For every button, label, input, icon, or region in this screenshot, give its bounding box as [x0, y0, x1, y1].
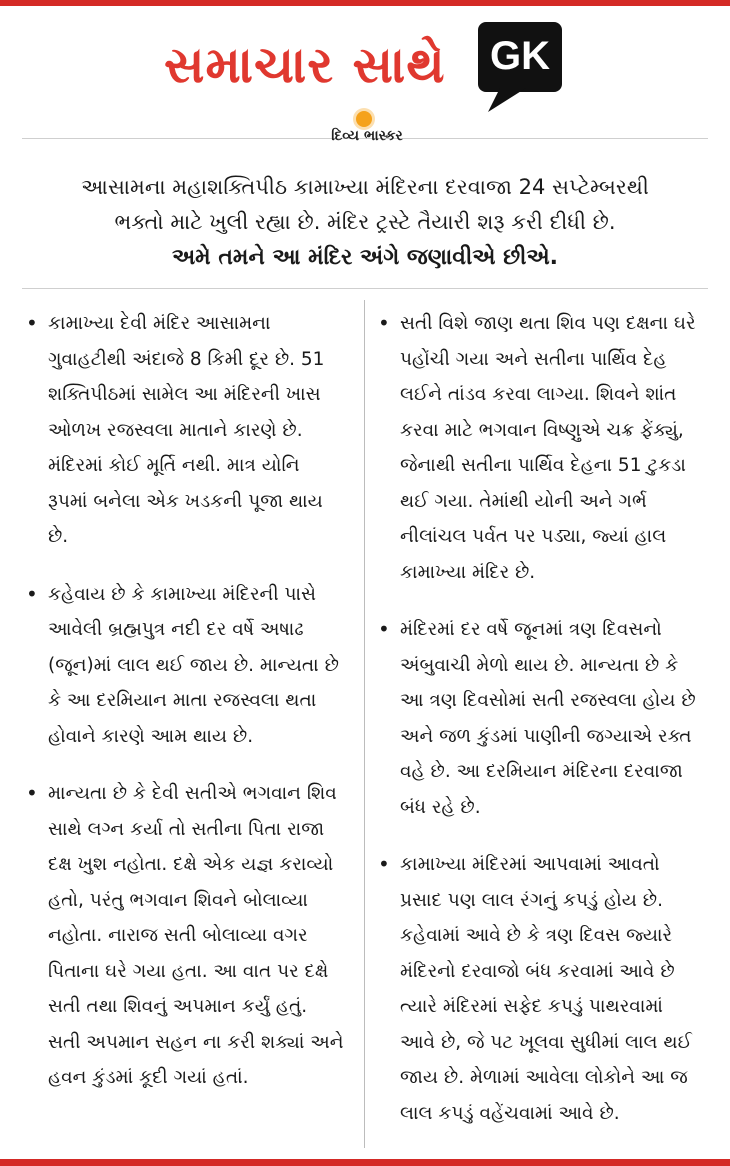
list-item — [376, 306, 696, 590]
intro-line-1: આસામના મહાશક્તિપીઠ કામાખ્યા મંદિરના દરવાજા 24 સપ્ટેમ્બરથી — [81, 175, 649, 199]
top-accent-bar — [0, 0, 730, 6]
gk-badge-label: GK — [490, 34, 550, 78]
list-item — [24, 306, 344, 555]
list-item — [376, 612, 696, 825]
bullet-icon: • — [26, 581, 38, 606]
intro-line-3: અમે તમને આ મંદિર અંગે જણાવીએ છીએ. — [171, 245, 559, 270]
list-item-text: સતી વિશે જાણ થતા શિવ પણ દક્ષના ઘરે પહોંચી ગયા અને સતીના પાર્થિવ દેહ લઈને તાંડવ કરવા લાગ્યા. શિવને શાંત કરવા માટે ભગવાન વિષ્ણુએ ચક્ર ફેંક્યું, જેનાથી સતીના પાર્થિવ દેહના 51 ટુકડા થઈ ગયા. તેમાંથી યોની અને ગર્ભ નીલાંચલ પર્વત પર પડ્યા, જ્યાં હાલ કામાખ્યા મંદિર છે. — [400, 313, 696, 583]
list-item-text: માન્યતા છે કે દેવી સતીએ ભગવાન શિવ સાથે લગ્ન કર્યા તો સતીના પિતા રાજા દક્ષ ખુશ નહોતા. દક્ષે એક યજ્ઞ કરાવ્યો હતો, પરંતુ ભગવાન શિવને બોલાવ્યા નહોતા. નારાજ સતી બોલાવ્યા વગર પિતાના ઘરે ગયા હતા. આ વાત પર દક્ષે સતી તથા શિવનું અપમાન કર્યું હતું. સતી અપમાન સહન ના કરી શક્યાં અને હવન કુંડમાં કૂદી ગયાં હતાં. — [48, 783, 344, 1088]
header — [0, 22, 730, 122]
intro-line-2: ભક્તો માટે ખુલી રહ્યા છે. મંદિર ટ્રસ્ટે તૈયારી શરૂ કરી દીધી છે. — [114, 210, 616, 234]
intro-paragraph — [30, 170, 700, 275]
list-item-text: કામાખ્યા દેવી મંદિર આસામના ગુવાહટીથી અંદાજે 8 કિમી દૂર છે. 51 શક્તિપીઠમાં સામેલ આ મંદિરની ખાસ ઓળખ રજસ્વલા માતાને કારણે છે. મંદિરમાં કોઈ મૂર્તિ નથી. માત્ર યોનિ રૂપમાં બનેલા એક ખડકની પૂજા થાય છે. — [48, 313, 325, 547]
column-divider — [364, 300, 365, 1148]
list-item-text: મંદિરમાં દર વર્ષે જૂનમાં ત્રણ દિવસનો અંબુવાચી મેળો થાય છે. માન્યતા છે કે આ ત્રણ દિવસોમાં સતી રજસ્વલા હોય છે અને જળ કુંડમાં પાણીની જગ્યાએ રક્ત વહે છે. આ દરમિયાન મંદિરના દરવાજા બંધ રહે છે. — [400, 619, 696, 818]
bullet-icon: • — [26, 311, 38, 335]
list-item — [376, 847, 696, 1131]
list-item — [24, 577, 344, 755]
bullet-icon: • — [378, 852, 390, 876]
bottom-accent-bar — [0, 1159, 730, 1166]
list-item — [24, 776, 344, 1096]
left-column — [24, 306, 344, 1118]
bullet-icon: • — [378, 617, 390, 641]
bullet-icon: • — [378, 311, 390, 335]
right-column — [376, 306, 696, 1153]
list-item-text: કામાખ્યા મંદિરમાં આપવામાં આવતો પ્રસાદ પણ લાલ રંગનું કપડું હોય છે. કહેવામાં આવે છે કે ત્રણ દિવસ જ્યારે મંદિરનો દરવાજો બંધ કરવામાં આવે છે ત્યારે મંદિરમાં સફેદ કપડું પાથરવામાં આવે છે, જે પટ ખૂલવા સુધીમાં લાલ થઈ જાય છે. મેળામાં આવેલા લોકોને આ જ લાલ કપડું વહેંચવામાં આવે છે. — [400, 854, 692, 1124]
list-item-text: કહેવાય છે કે કામાખ્યા મંદિરની પાસે આવેલી બ્રહ્મપુત્ર નદી દર વર્ષે અષાઢ (જૂન)માં લાલ થઈ જાય છે. માન્યતા છે કે આ દરમિયાન માતા રજસ્વલા થતા હોવાને કારણે આમ થાય છે. — [48, 583, 339, 747]
page-title: સમાચાર સાથે — [164, 36, 446, 94]
sun-logo-icon — [356, 111, 372, 127]
bullet-icon: • — [26, 781, 38, 805]
brand-logo — [312, 110, 422, 150]
brand-name: દિવ્ય ભાસ્કર — [331, 128, 403, 144]
gk-speech-bubble-badge — [478, 22, 568, 114]
intro-divider-line — [22, 288, 708, 289]
